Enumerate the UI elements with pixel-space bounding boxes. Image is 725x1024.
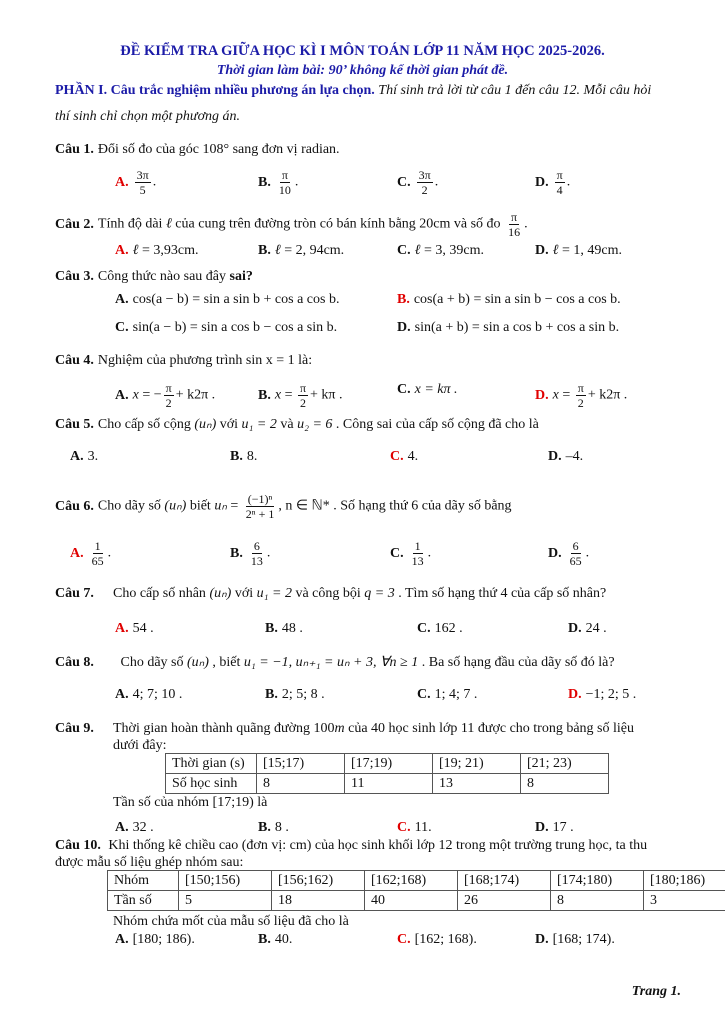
answer-option-c[interactable] [397,381,458,399]
question-9-stem-cont: dưới đây: [113,738,167,753]
part-label: PHẦN I. Câu trắc nghiệm nhiều phương án lựa chọn. [55,83,375,98]
option-letter: A. [115,621,129,636]
text: của cung trên đường tròn có bán kính bằng [171,216,420,232]
text: với [216,417,242,432]
question-3-stem [55,268,253,286]
option-letter: B. [258,174,271,190]
text: 11. [414,820,432,835]
option-letter: B. [230,545,243,561]
table-cell: 8 [257,774,345,794]
text: 3. [87,449,99,464]
math-text: u₂ = 6 [297,417,333,432]
option-letter: C. [397,174,411,190]
fraction-numerator: 1 [414,539,421,553]
question-label: Câu 8. [55,655,94,670]
option-letter: A. [115,174,129,190]
answer-option-d[interactable] [568,686,636,704]
answer-option-d[interactable] [548,539,589,568]
text: = [226,498,242,514]
answer-option-b[interactable] [258,819,289,837]
text: 162 . [434,621,463,636]
option-letter: C. [397,820,411,835]
table-cell: 8 [521,774,609,794]
text: và [276,417,298,432]
text: = 3,93cm. [138,243,199,258]
fraction-denominator: 5 [139,183,146,197]
answer-option-d[interactable] [535,819,574,837]
table-cell: [17;19) [345,754,433,774]
text: 48 . [281,621,303,636]
table-cell: [15;17) [257,754,345,774]
answer-option-c[interactable] [390,539,431,568]
table-cell: [174;180) [551,871,644,891]
answer-option-c[interactable] [417,620,463,638]
text: là: [294,353,313,368]
answer-option-b[interactable] [258,931,292,949]
answer-option-b[interactable] [230,448,257,466]
answer-option-b[interactable] [258,168,298,197]
fraction-denominator: 2 [421,183,428,197]
fraction-denominator: 13 [411,554,424,568]
fraction-denominator: 2 [300,396,306,410]
option-letter: A. [115,387,129,403]
table-cell: Nhóm [108,871,179,891]
option-letter: D. [548,449,562,464]
fraction-denominator: 16 [508,225,521,239]
answer-option-d[interactable] [535,381,627,410]
math-text: u₁ = 2 [256,586,292,601]
question-1-stem [55,141,340,159]
text: = 3, 39cm. [420,243,484,258]
option-letter: B. [258,820,271,835]
table-cell: Tần số [108,891,179,911]
fraction [249,539,265,568]
table-cell: 40 [365,891,458,911]
question-label: Câu 6. [55,498,94,514]
answer-option-a[interactable] [115,242,198,260]
answer-option-a[interactable] [70,448,98,466]
text: = [558,387,574,403]
option-letter: B. [230,449,243,464]
question-9-stem [55,720,634,738]
fraction-numerator: (−1)ⁿ [247,492,273,506]
fraction [506,210,522,239]
answer-option-b[interactable] [258,242,344,260]
exam-title: ĐỀ KIỂM TRA GIỮA HỌC KÌ I MÔN TOÁN LỚP 11 NĂM HỌC 2025-2026. [120,43,605,59]
fraction-numerator: π [577,381,584,395]
text: + kπ . [310,387,343,403]
text: –4. [565,449,584,464]
fraction-denominator: 2 [577,396,584,410]
answer-option-a[interactable] [115,620,154,638]
text: . [566,174,571,190]
option-letter: B. [258,387,271,403]
option-letter: D. [548,545,562,561]
fraction [417,168,433,197]
option-letter: D. [535,243,549,258]
text: sang đơn vị radian. [229,142,340,157]
table-cell: 26 [458,891,551,911]
option-letter: D. [535,174,549,190]
math-text: (uₙ) [187,655,209,670]
text: + k2π . [587,387,628,403]
answer-option-c[interactable] [397,242,484,260]
option-letter: A. [115,687,129,702]
text: biết [186,498,215,514]
option-letter: C. [397,382,411,397]
text: Cho cấp số nhân [113,586,210,601]
text: 4. [407,449,419,464]
answer-option-a[interactable] [115,819,154,837]
text: 24 . [585,621,607,636]
text: . Công sai của cấp số cộng đã cho là [332,417,539,432]
exam-subtitle: Thời gian làm bài: 90’ không kể thời gian phát đề. [216,63,509,78]
text: . [434,174,439,190]
part-heading [55,82,651,100]
emphasis-text: sai? [229,269,253,284]
fraction-denominator: 13 [250,554,263,568]
text: 20cm [419,216,451,232]
text: = [281,387,296,403]
fraction-denominator: 65 [91,554,104,568]
fraction [555,168,565,197]
option-letter: C. [390,545,404,561]
answer-option-b[interactable] [397,291,621,309]
fraction [576,381,586,410]
option-letter: A. [115,820,129,835]
text: [162; 168). [414,932,477,947]
table-cell: [21; 23) [521,754,609,774]
answer-option-d[interactable] [535,168,570,197]
option-letter: B. [265,621,278,636]
fraction-numerator: 3π [136,168,149,182]
table-cell: [168;174) [458,871,551,891]
text: , n ∈ ℕ* . Số hạng thứ 6 của dãy số bằng [278,498,512,514]
answer-option-c[interactable] [397,819,432,837]
fraction [164,381,174,410]
answer-option-b[interactable] [265,686,325,704]
question-label: Câu 3. [55,269,94,284]
text: sin(a − b) = sin a cos b − cos a sin b. [132,320,338,335]
option-letter: B. [258,243,271,258]
table-cell: [150;156) [179,871,272,891]
table-row [166,774,609,794]
answer-option-c[interactable] [397,931,477,949]
option-letter: D. [568,621,582,636]
table-cell: 11 [345,774,433,794]
text: Cho dãy số [117,655,187,670]
text: Đổi số đo của góc [97,142,203,157]
text: [180; 186). [132,932,195,947]
math-text: uₙ [214,498,227,514]
answer-option-c[interactable] [417,686,477,704]
fraction [298,381,308,410]
question-7-stem [55,585,606,603]
math-text: x [552,387,559,403]
fraction-denominator: 10 [278,183,291,197]
answer-option-d[interactable] [535,931,615,949]
text: và công bội [291,586,365,601]
fraction [244,492,277,521]
option-letter: C. [115,320,129,335]
option-letter: B. [258,932,271,947]
text: 40. [274,932,293,947]
fraction [568,539,584,568]
answer-option-a[interactable] [115,686,182,704]
question-9-data-table [165,753,609,794]
table-cell: [180;186) [644,871,725,891]
answer-option-a[interactable] [115,381,215,410]
table-cell: 5 [179,891,272,911]
answer-option-b[interactable] [265,620,303,638]
math-text: ℓ [132,243,139,258]
table-cell: Số học sinh [166,774,257,794]
question-label: Câu 4. [55,353,94,368]
text: = 1, 49cm. [558,243,622,258]
option-letter: A. [70,449,84,464]
math-text: (uₙ) [164,498,187,514]
table-row [108,871,725,891]
question-4-stem [55,352,312,370]
text: . [107,545,112,561]
text: = 2, 94cm. [280,243,345,258]
fraction [277,168,293,197]
question-5-stem [55,416,539,434]
question-label: Câu 7. [55,586,94,601]
question-10-data-table [107,870,725,911]
table-cell: [156;162) [272,871,365,891]
part-instructions-cont: thí sinh chỉ chọn một phương án. [55,109,241,124]
table-row [166,754,609,774]
question-10-stem [55,837,647,855]
math-text: ℓ [274,243,281,258]
text: Công thức nào sau đây [97,269,230,284]
text: Cho cấp số cộng [97,417,195,432]
option-letter: C. [397,243,411,258]
text: 108° [202,142,230,157]
text: [168; 174). [552,932,615,947]
text: 4; 7; 10 . [132,687,183,702]
fraction [135,168,151,197]
page-number: Trang 1. [631,984,681,999]
option-letter: A. [70,545,84,561]
text: sin x = 1 [245,353,295,368]
answer-option-a[interactable] [70,539,111,568]
fraction [410,539,426,568]
fraction-numerator: π [511,210,518,224]
math-text: ℓ [552,243,559,258]
math-text: (uₙ) [209,586,232,601]
answer-option-b[interactable] [258,381,343,410]
math-text: q = 3 [364,586,395,601]
question-2-stem [55,210,528,239]
text: cos(a + b) = sin a sin b − cos a cos b. [413,292,621,307]
option-letter: D. [535,387,549,403]
answer-option-a[interactable] [115,931,195,949]
table-cell: 13 [433,774,521,794]
option-letter: D. [568,687,582,702]
question-10-stem-cont: được mẫu số liệu ghép nhóm sau: [55,855,244,870]
option-letter: D. [535,820,549,835]
fraction-denominator: 2ⁿ + 1 [245,507,275,521]
fraction-denominator: 65 [569,554,582,568]
text: = − [138,387,162,403]
math-text: m [334,721,345,736]
text: , biết [208,655,244,670]
option-letter: C. [417,687,431,702]
answer-option-b[interactable] [230,539,270,568]
text: 32 . [132,820,154,835]
table-cell: [162;168) [365,871,458,891]
math-text: u₁ = 2 [241,417,277,432]
question-label: Câu 10. [55,838,101,853]
answer-option-c[interactable] [115,319,337,337]
text: với [231,586,257,601]
fraction-denominator: 2 [165,396,172,410]
text: và số đo [450,216,505,232]
text: + k2π . [175,387,216,403]
text: . [585,545,590,561]
math-text: ℓ [165,216,172,232]
part-instructions: Thí sinh trả lời từ câu 1 đến câu 12. Mỗi câu hỏi [374,83,652,98]
option-letter: B. [397,292,410,307]
fraction-numerator: π [556,168,563,182]
text: 54 . [132,621,154,636]
question-label: Câu 5. [55,417,94,432]
text: . Tìm số hạng thứ 4 của cấp số nhân? [394,586,607,601]
question-label: Câu 1. [55,142,94,157]
text: của 40 học sinh lớp 11 được cho trong bảng số liệu [344,721,634,736]
option-letter: B. [265,687,278,702]
fraction-numerator: 1 [94,539,101,553]
answer-option-c[interactable] [397,168,438,197]
option-letter: C. [397,932,411,947]
text: Cho dãy số [97,498,165,514]
table-cell: 18 [272,891,365,911]
fraction-numerator: π [281,168,288,182]
question-6-stem [55,492,512,521]
text: . [266,545,271,561]
option-letter: D. [535,932,549,947]
text: . Ba số hạng đầu của dãy số đó là? [418,655,615,670]
answer-option-d[interactable] [397,319,619,337]
option-letter: D. [397,320,411,335]
option-letter: A. [115,243,129,258]
math-text: u₁ = −1, uₙ₊₁ = uₙ + 3, ∀n ≥ 1 [243,655,419,670]
table-cell: [19; 21) [433,754,521,774]
option-letter: C. [417,621,431,636]
question-8-stem [55,654,615,672]
text: sin(a + b) = sin a cos b + cos a sin b. [414,320,620,335]
answer-option-d[interactable] [535,242,622,260]
text: −1; 2; 5 . [585,687,637,702]
math-text: (uₙ) [194,417,217,432]
text: . [294,174,299,190]
option-letter: A. [115,292,129,307]
fraction-denominator: 4 [556,183,563,197]
table-cell: Thời gian (s) [166,754,257,774]
question-label: Câu 2. [55,216,94,232]
fraction-numerator: π [299,381,307,395]
text: cos(a − b) = sin a sin b + cos a cos b. [132,292,340,307]
math-text: x = kπ . [414,382,458,397]
text: Thời gian hoàn thành quãng đường 100 [113,721,335,736]
table-cell: 8 [551,891,644,911]
math-text: ℓ [414,243,421,258]
question-label: Câu 9. [55,721,94,736]
text: Tính độ dài [97,216,166,232]
text: 1; 4; 7 . [434,687,478,702]
text: . [152,174,157,190]
text: . [427,545,432,561]
fraction-numerator: π [165,381,172,395]
fraction-numerator: 6 [253,539,260,553]
answer-option-d[interactable] [548,448,583,466]
fraction-numerator: 3π [418,168,431,182]
text: 2; 5; 8 . [281,687,325,702]
table-row [108,891,725,911]
text: 17 . [552,820,574,835]
answer-option-a[interactable] [115,168,156,197]
answer-option-a[interactable] [115,291,339,309]
answer-option-c[interactable] [390,448,418,466]
math-text: x [274,387,282,403]
text: 8. [246,449,258,464]
text: 8 . [274,820,289,835]
text: Nghiệm của phương trình [97,353,246,368]
question-10-prompt: Nhóm chứa mốt của mẫu số liệu đã cho là [113,914,349,929]
question-9-prompt: Tần số của nhóm [17;19) là [113,795,268,810]
option-letter: A. [115,932,129,947]
text: . [524,216,528,232]
option-letter: C. [390,449,404,464]
math-text: x [132,387,139,403]
fraction [90,539,106,568]
table-cell: 3 [644,891,725,911]
answer-option-d[interactable] [568,620,607,638]
text: Khi thống kê chiều cao (đơn vị: cm) của học sinh khối lớp 12 trong một trường trung học, ta thu [104,838,648,853]
fraction-numerator: 6 [572,539,579,553]
